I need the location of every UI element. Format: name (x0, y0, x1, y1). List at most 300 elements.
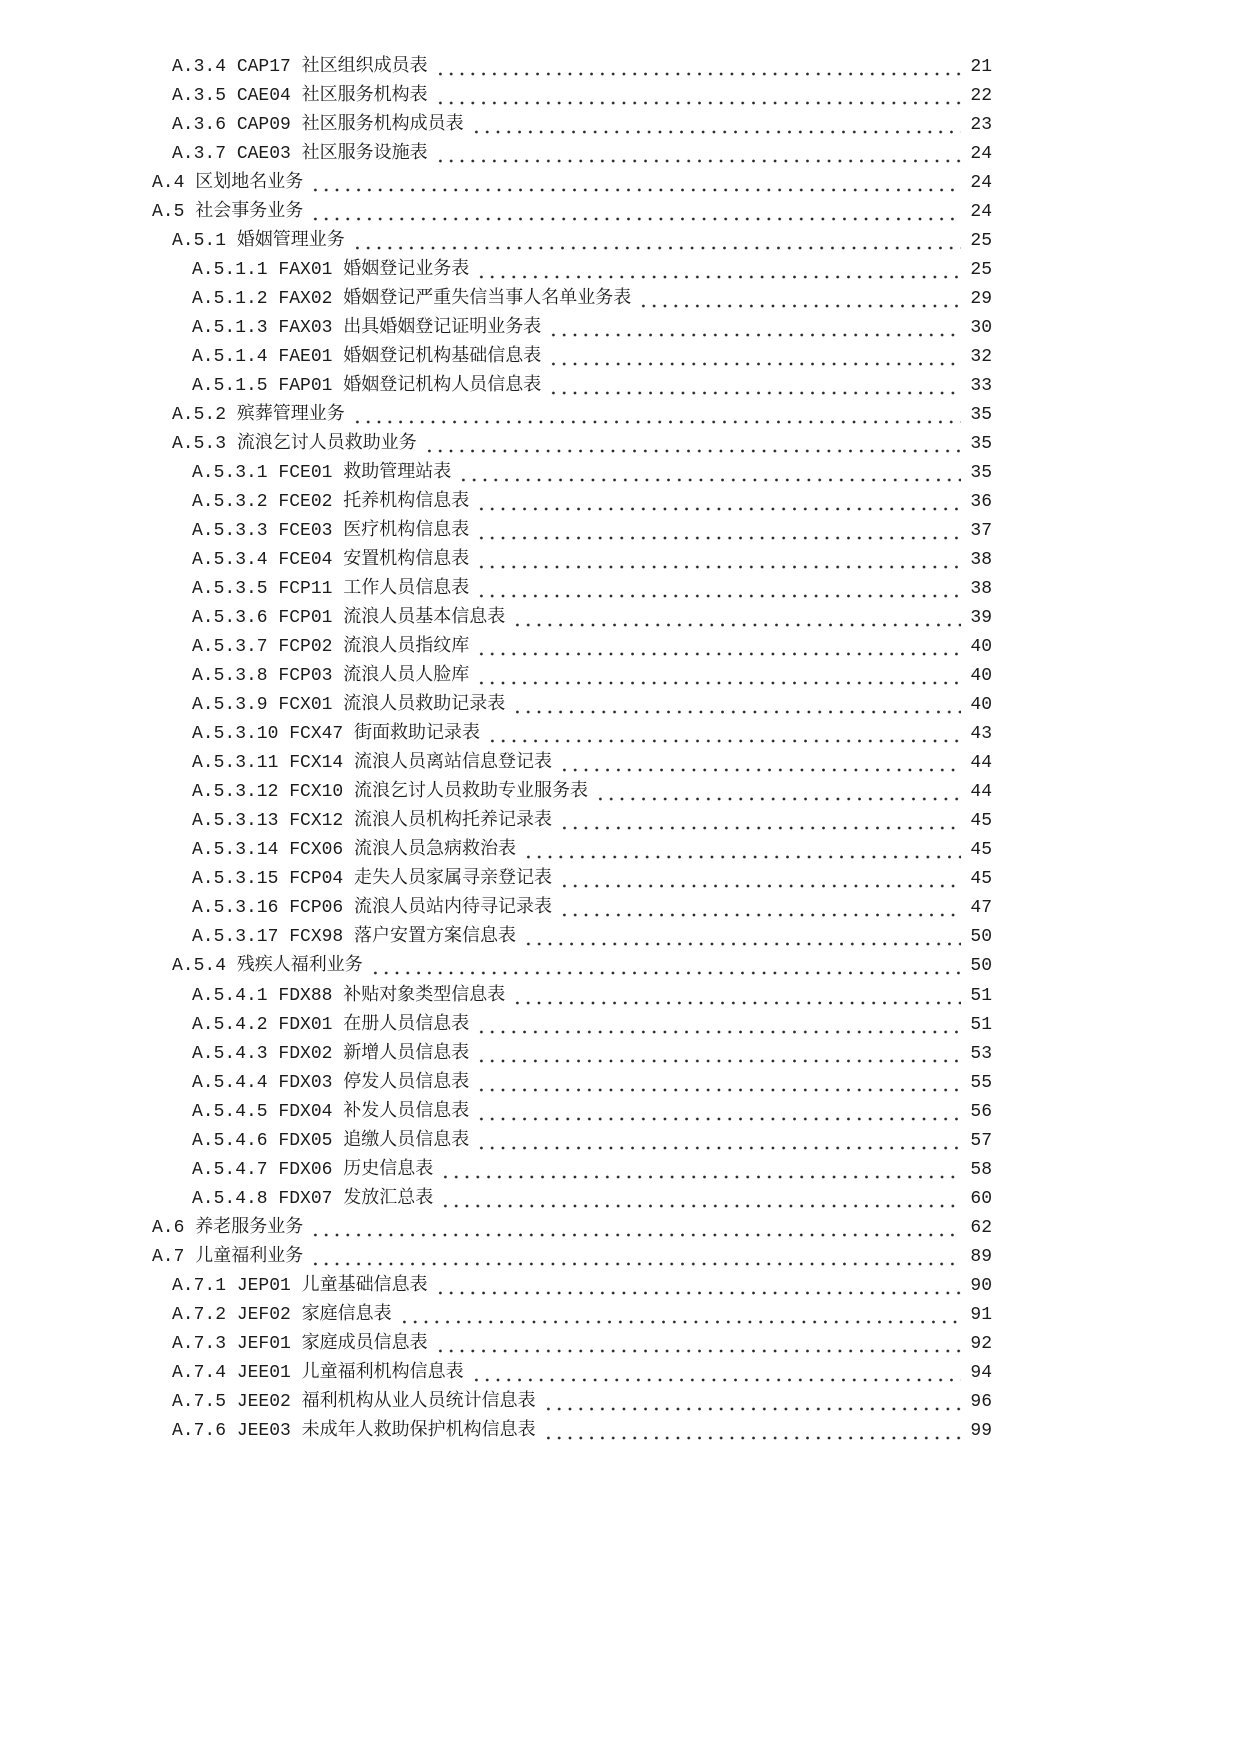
table-code: FDX01 (278, 1014, 333, 1035)
section-title: 安置机构信息表 (343, 550, 470, 571)
section-title: 补发人员信息表 (343, 1101, 470, 1122)
toc-entry[interactable] (0, 285, 992, 314)
toc-entry[interactable] (0, 430, 992, 459)
section-title: 补贴对象类型信息表 (343, 985, 506, 1006)
toc-entry[interactable] (0, 140, 992, 169)
section-number: A.5.1.2 (192, 289, 268, 310)
page-number: 24 (970, 173, 992, 194)
toc-entry[interactable] (0, 1127, 992, 1156)
section-number: A.5.3.17 (192, 927, 279, 948)
section-title: 婚姻管理业务 (236, 231, 345, 252)
section-number: A.5.3.15 (192, 869, 279, 890)
section-title: 出具婚姻登记证明业务表 (343, 318, 542, 339)
toc-entry[interactable] (0, 401, 992, 430)
page-number: 44 (970, 753, 992, 774)
section-number: A.5.1.4 (192, 347, 268, 368)
toc-entry[interactable] (0, 575, 992, 604)
section-number: A.5.3 (172, 434, 227, 455)
toc-entry-label (192, 982, 505, 1011)
leader-dots (424, 430, 962, 459)
section-number: A.5.2 (172, 405, 227, 426)
leader-dots (559, 807, 961, 836)
toc-entry[interactable] (0, 1417, 992, 1446)
section-title: 社会事务业务 (195, 202, 304, 223)
leader-dots (476, 1127, 961, 1156)
leader-dots (471, 1359, 962, 1388)
table-code: CAP17 (236, 57, 291, 77)
section-title: 流浪人员机构托养记录表 (354, 811, 553, 832)
table-code: JEP01 (236, 1275, 291, 1296)
table-code: FCE02 (278, 492, 333, 513)
section-number: A.5 (152, 202, 185, 223)
section-title: 社区服务设施表 (301, 144, 428, 165)
leader-dots (476, 1098, 961, 1127)
page-number: 35 (970, 434, 992, 455)
table-code: CAE04 (236, 86, 291, 107)
section-title: 流浪人员指纹库 (343, 637, 470, 658)
toc-entry[interactable] (0, 82, 992, 111)
toc-entry-label (172, 401, 345, 430)
table-code: FDX05 (278, 1130, 333, 1151)
section-title: 区划地名业务 (195, 173, 304, 194)
toc-entry-label (172, 1388, 536, 1417)
toc-entry-label (152, 1214, 303, 1243)
page-number: 51 (970, 985, 992, 1006)
toc-entry-label (192, 285, 631, 314)
section-number: A.6 (152, 1217, 185, 1238)
leader-dots (352, 227, 962, 256)
toc-entry-label (192, 372, 541, 401)
page-number: 53 (970, 1043, 992, 1064)
toc-entry-label (192, 662, 469, 691)
toc-entry-label (192, 720, 480, 749)
section-number: A.5.1 (172, 231, 227, 252)
leader-dots (476, 256, 961, 285)
section-number: A.7.6 (172, 1420, 227, 1441)
section-title: 托养机构信息表 (343, 492, 470, 513)
toc-entry-label (192, 343, 541, 372)
toc-entry[interactable] (0, 982, 992, 1011)
leader-dots (595, 778, 961, 807)
section-title: 儿童基础信息表 (301, 1275, 428, 1296)
section-title: 社区服务机构成员表 (301, 115, 464, 136)
section-number: A.5.3.10 (192, 724, 279, 745)
page-number: 33 (970, 376, 992, 397)
toc-entry[interactable] (0, 749, 992, 778)
page-number: 36 (970, 492, 992, 513)
page-number: 57 (970, 1130, 992, 1151)
table-code: JEE01 (236, 1362, 291, 1383)
section-number: A.5.4.2 (192, 1014, 268, 1035)
table-code: FDX02 (278, 1043, 333, 1064)
toc-entry[interactable] (0, 1156, 992, 1185)
toc-entry-label (192, 459, 451, 488)
leader-dots (352, 401, 962, 430)
table-code: FCX12 (289, 811, 344, 832)
toc-entry-label (192, 1098, 469, 1127)
table-code: FCE04 (278, 550, 333, 571)
toc-entry-label (192, 1185, 433, 1214)
page-number: 35 (970, 463, 992, 484)
leader-dots (435, 53, 962, 82)
toc-entry[interactable] (0, 1185, 992, 1214)
page-number: 24 (970, 144, 992, 165)
section-number: A.5.3.3 (192, 521, 268, 542)
section-number: A.7.2 (172, 1304, 227, 1325)
leader-dots (476, 1069, 961, 1098)
section-number: A.5.4.5 (192, 1101, 268, 1122)
toc-entry-label (152, 169, 303, 198)
section-number: A.5.3.11 (192, 753, 279, 774)
leader-dots (512, 982, 961, 1011)
section-title: 家庭信息表 (301, 1304, 392, 1325)
page-number: 24 (970, 202, 992, 223)
table-code: FCP11 (278, 579, 333, 600)
toc-entry[interactable] (0, 459, 992, 488)
toc-entry-label (192, 778, 588, 807)
section-title: 历史信息表 (343, 1159, 434, 1180)
page-number: 91 (970, 1304, 992, 1325)
section-title: 医疗机构信息表 (343, 521, 470, 542)
toc-entry[interactable] (0, 111, 992, 140)
toc-entry[interactable] (0, 488, 992, 517)
toc-entry[interactable] (0, 1272, 992, 1301)
section-number: A.5.1.3 (192, 318, 268, 339)
table-code: JEE02 (236, 1391, 291, 1412)
toc-entry[interactable] (0, 604, 992, 633)
leader-dots (476, 546, 961, 575)
table-code: JEE03 (236, 1420, 291, 1441)
section-title: 婚姻登记机构人员信息表 (343, 376, 542, 397)
section-number: A.3.7 (172, 144, 227, 165)
leader-dots (310, 169, 961, 198)
leader-dots (523, 836, 961, 865)
table-code: FCX06 (289, 840, 344, 861)
toc-entry-label (192, 807, 552, 836)
leader-dots (523, 923, 961, 952)
leader-dots (310, 1243, 961, 1272)
page-number: 40 (970, 637, 992, 658)
section-number: A.5.3.6 (192, 608, 268, 629)
toc-entry-label (172, 140, 428, 169)
table-code: JEF02 (236, 1304, 291, 1325)
section-number: A.7.5 (172, 1391, 227, 1412)
table-code: FCX14 (289, 753, 344, 774)
leader-dots (435, 140, 962, 169)
section-number: A.5.3.9 (192, 695, 268, 716)
page-number: 50 (970, 927, 992, 948)
section-title: 社区组织成员表 (301, 57, 428, 77)
section-title: 儿童福利机构信息表 (301, 1362, 464, 1383)
section-number: A.7.4 (172, 1362, 227, 1383)
toc-entry[interactable] (0, 691, 992, 720)
section-title: 社区服务机构表 (301, 86, 428, 107)
section-title: 残疾人福利业务 (236, 956, 363, 977)
toc-entry-label (172, 952, 363, 981)
toc-entry[interactable] (0, 169, 992, 198)
page-number: 32 (970, 347, 992, 368)
section-number: A.5.1.1 (192, 260, 268, 281)
page-number: 44 (970, 782, 992, 803)
section-number: A.5.1.5 (192, 376, 268, 397)
toc-entry[interactable] (0, 53, 992, 82)
section-number: A.7.3 (172, 1333, 227, 1354)
toc-entry-label (152, 198, 303, 227)
section-title: 走失人员家属寻亲登记表 (354, 869, 553, 890)
section-title: 在册人员信息表 (343, 1014, 470, 1035)
toc-entry[interactable] (0, 894, 992, 923)
page-number: 47 (970, 898, 992, 919)
toc-entry-label (172, 111, 464, 140)
toc-entry[interactable] (0, 952, 992, 981)
toc-entry-label (192, 546, 469, 575)
toc-entry[interactable] (0, 662, 992, 691)
leader-dots (476, 662, 961, 691)
section-number: A.5.3.16 (192, 898, 279, 919)
toc-entry[interactable] (0, 517, 992, 546)
section-title: 新增人员信息表 (343, 1043, 470, 1064)
section-number: A.5.4.3 (192, 1043, 268, 1064)
section-number: A.7.1 (172, 1275, 227, 1296)
leader-dots (476, 1040, 961, 1069)
toc-entry[interactable] (0, 343, 992, 372)
section-title: 流浪人员急病救治表 (354, 840, 517, 861)
section-title: 发放汇总表 (343, 1188, 434, 1209)
toc-entry[interactable] (0, 372, 992, 401)
page-number: 29 (970, 289, 992, 310)
leader-dots (399, 1301, 962, 1330)
leader-dots (458, 459, 961, 488)
toc-entry[interactable] (0, 923, 992, 952)
toc-entry[interactable] (0, 1214, 992, 1243)
page-number: 51 (970, 1014, 992, 1035)
table-code: FAX03 (278, 318, 333, 339)
section-title: 流浪人员救助记录表 (343, 695, 506, 716)
leader-dots (476, 575, 961, 604)
toc-entry-label (192, 314, 541, 343)
table-code: CAP09 (236, 115, 291, 136)
leader-dots (559, 894, 961, 923)
toc-entry-label (172, 1330, 428, 1359)
table-of-contents (0, 53, 992, 1446)
toc-entry[interactable] (0, 1243, 992, 1272)
section-number: A.5.3.13 (192, 811, 279, 832)
toc-entry[interactable] (0, 1388, 992, 1417)
section-title: 街面救助记录表 (354, 724, 481, 745)
toc-entry[interactable] (0, 633, 992, 662)
toc-entry[interactable] (0, 546, 992, 575)
table-code: FCX10 (289, 782, 344, 803)
leader-dots (487, 720, 961, 749)
toc-entry-label (192, 1127, 469, 1156)
page-number: 23 (970, 115, 992, 136)
leader-dots (440, 1156, 961, 1185)
section-title: 救助管理站表 (343, 463, 452, 484)
page-number: 58 (970, 1159, 992, 1180)
page-number: 99 (970, 1420, 992, 1441)
page-number: 40 (970, 695, 992, 716)
toc-entry-label (192, 1069, 469, 1098)
section-number: A.5.4.7 (192, 1159, 268, 1180)
page-number: 21 (970, 57, 992, 77)
leader-dots (440, 1185, 961, 1214)
page-number: 55 (970, 1072, 992, 1093)
leader-dots (471, 111, 962, 140)
page-number: 62 (970, 1217, 992, 1238)
leader-dots (638, 285, 961, 314)
page-number: 92 (970, 1333, 992, 1354)
page-number: 25 (970, 260, 992, 281)
section-title: 流浪人员离站信息登记表 (354, 753, 553, 774)
toc-entry-label (192, 604, 505, 633)
leader-dots (310, 198, 961, 227)
page-number: 56 (970, 1101, 992, 1122)
leader-dots (548, 314, 961, 343)
toc-entry-label (192, 488, 469, 517)
section-number: A.3.6 (172, 115, 227, 136)
page-number: 38 (970, 579, 992, 600)
toc-entry[interactable] (0, 836, 992, 865)
section-number: A.5.3.2 (192, 492, 268, 513)
table-code: FDX03 (278, 1072, 333, 1093)
toc-entry[interactable] (0, 256, 992, 285)
table-code: JEF01 (236, 1333, 291, 1354)
page-number: 60 (970, 1188, 992, 1209)
section-number: A.3.4 (172, 57, 227, 77)
toc-entry-label (192, 633, 469, 662)
toc-entry[interactable] (0, 314, 992, 343)
toc-entry[interactable] (0, 1011, 992, 1040)
toc-entry[interactable] (0, 1040, 992, 1069)
leader-dots (548, 372, 961, 401)
table-code: FCE01 (278, 463, 333, 484)
leader-dots (435, 82, 962, 111)
section-title: 工作人员信息表 (343, 579, 470, 600)
page-number: 40 (970, 666, 992, 687)
leader-dots (476, 517, 961, 546)
section-number: A.5.3.14 (192, 840, 279, 861)
toc-entry-label (192, 865, 552, 894)
toc-entry[interactable] (0, 720, 992, 749)
toc-entry[interactable] (0, 1301, 992, 1330)
leader-dots (310, 1214, 961, 1243)
page-number: 22 (970, 86, 992, 107)
table-code: FCX98 (289, 927, 344, 948)
page-number: 30 (970, 318, 992, 339)
section-title: 流浪人员基本信息表 (343, 608, 506, 629)
leader-dots (435, 1330, 962, 1359)
section-title: 殡葬管理业务 (236, 405, 345, 426)
page-number: 50 (970, 956, 992, 977)
page-number: 38 (970, 550, 992, 571)
toc-entry[interactable] (0, 1359, 992, 1388)
toc-entry-label (192, 1156, 433, 1185)
section-title: 流浪人员站内待寻记录表 (354, 898, 553, 919)
toc-entry[interactable] (0, 1069, 992, 1098)
table-code: FDX04 (278, 1101, 333, 1122)
table-code: FAX01 (278, 260, 333, 281)
toc-entry-label (152, 1243, 303, 1272)
toc-entry-label (192, 836, 516, 865)
table-code: FCX47 (289, 724, 344, 745)
toc-entry-label (192, 691, 505, 720)
toc-entry-label (172, 53, 428, 82)
toc-entry-label (172, 1359, 464, 1388)
section-title: 流浪人员人脸库 (343, 666, 470, 687)
toc-entry-label (192, 894, 552, 923)
section-number: A.4 (152, 173, 185, 194)
leader-dots (559, 749, 961, 778)
toc-entry-label (192, 517, 469, 546)
page-number: 90 (970, 1275, 992, 1296)
section-title: 落户安置方案信息表 (354, 927, 517, 948)
page-number: 25 (970, 231, 992, 252)
section-number: A.5.4 (172, 956, 227, 977)
page-number: 96 (970, 1391, 992, 1412)
leader-dots (512, 604, 961, 633)
leader-dots (476, 488, 961, 517)
leader-dots (512, 691, 961, 720)
section-number: A.5.3.12 (192, 782, 279, 803)
section-number: A.3.5 (172, 86, 227, 107)
table-code: FAE01 (278, 347, 333, 368)
section-number: A.5.3.7 (192, 637, 268, 658)
toc-entry-label (172, 430, 417, 459)
toc-entry-label (192, 575, 469, 604)
section-number: A.5.3.4 (192, 550, 268, 571)
toc-entry-label (192, 1040, 469, 1069)
toc-entry-label (192, 1011, 469, 1040)
toc-entry[interactable] (0, 227, 992, 256)
table-code: FCP01 (278, 608, 333, 629)
page-number: 45 (970, 869, 992, 890)
table-code: FCP04 (289, 869, 344, 890)
page-number: 94 (970, 1362, 992, 1383)
section-title: 家庭成员信息表 (301, 1333, 428, 1354)
table-code: FAP01 (278, 376, 333, 397)
page-number: 35 (970, 405, 992, 426)
toc-entry[interactable] (0, 198, 992, 227)
section-title: 未成年人救助保护机构信息表 (301, 1420, 536, 1441)
page-number: 43 (970, 724, 992, 745)
page-number: 39 (970, 608, 992, 629)
page-number: 45 (970, 840, 992, 861)
leader-dots (370, 952, 962, 981)
section-title: 福利机构从业人员统计信息表 (301, 1391, 536, 1412)
section-number: A.7 (152, 1246, 185, 1267)
table-code: CAE03 (236, 144, 291, 165)
toc-entry-label (172, 227, 345, 256)
toc-entry[interactable] (0, 778, 992, 807)
toc-entry[interactable] (0, 1330, 992, 1359)
section-number: A.5.3.8 (192, 666, 268, 687)
toc-entry[interactable] (0, 865, 992, 894)
table-code: FCP06 (289, 898, 344, 919)
leader-dots (435, 1272, 962, 1301)
leader-dots (543, 1388, 962, 1417)
section-number: A.5.4.6 (192, 1130, 268, 1151)
page-number: 37 (970, 521, 992, 542)
toc-entry[interactable] (0, 1098, 992, 1127)
section-title: 追缴人员信息表 (343, 1130, 470, 1151)
toc-entry-label (172, 1417, 536, 1446)
toc-entry-label (192, 749, 552, 778)
leader-dots (543, 1417, 962, 1446)
table-code: FDX06 (278, 1159, 333, 1180)
section-title: 婚姻登记机构基础信息表 (343, 347, 542, 368)
toc-entry[interactable] (0, 807, 992, 836)
toc-entry-label (172, 1301, 392, 1330)
